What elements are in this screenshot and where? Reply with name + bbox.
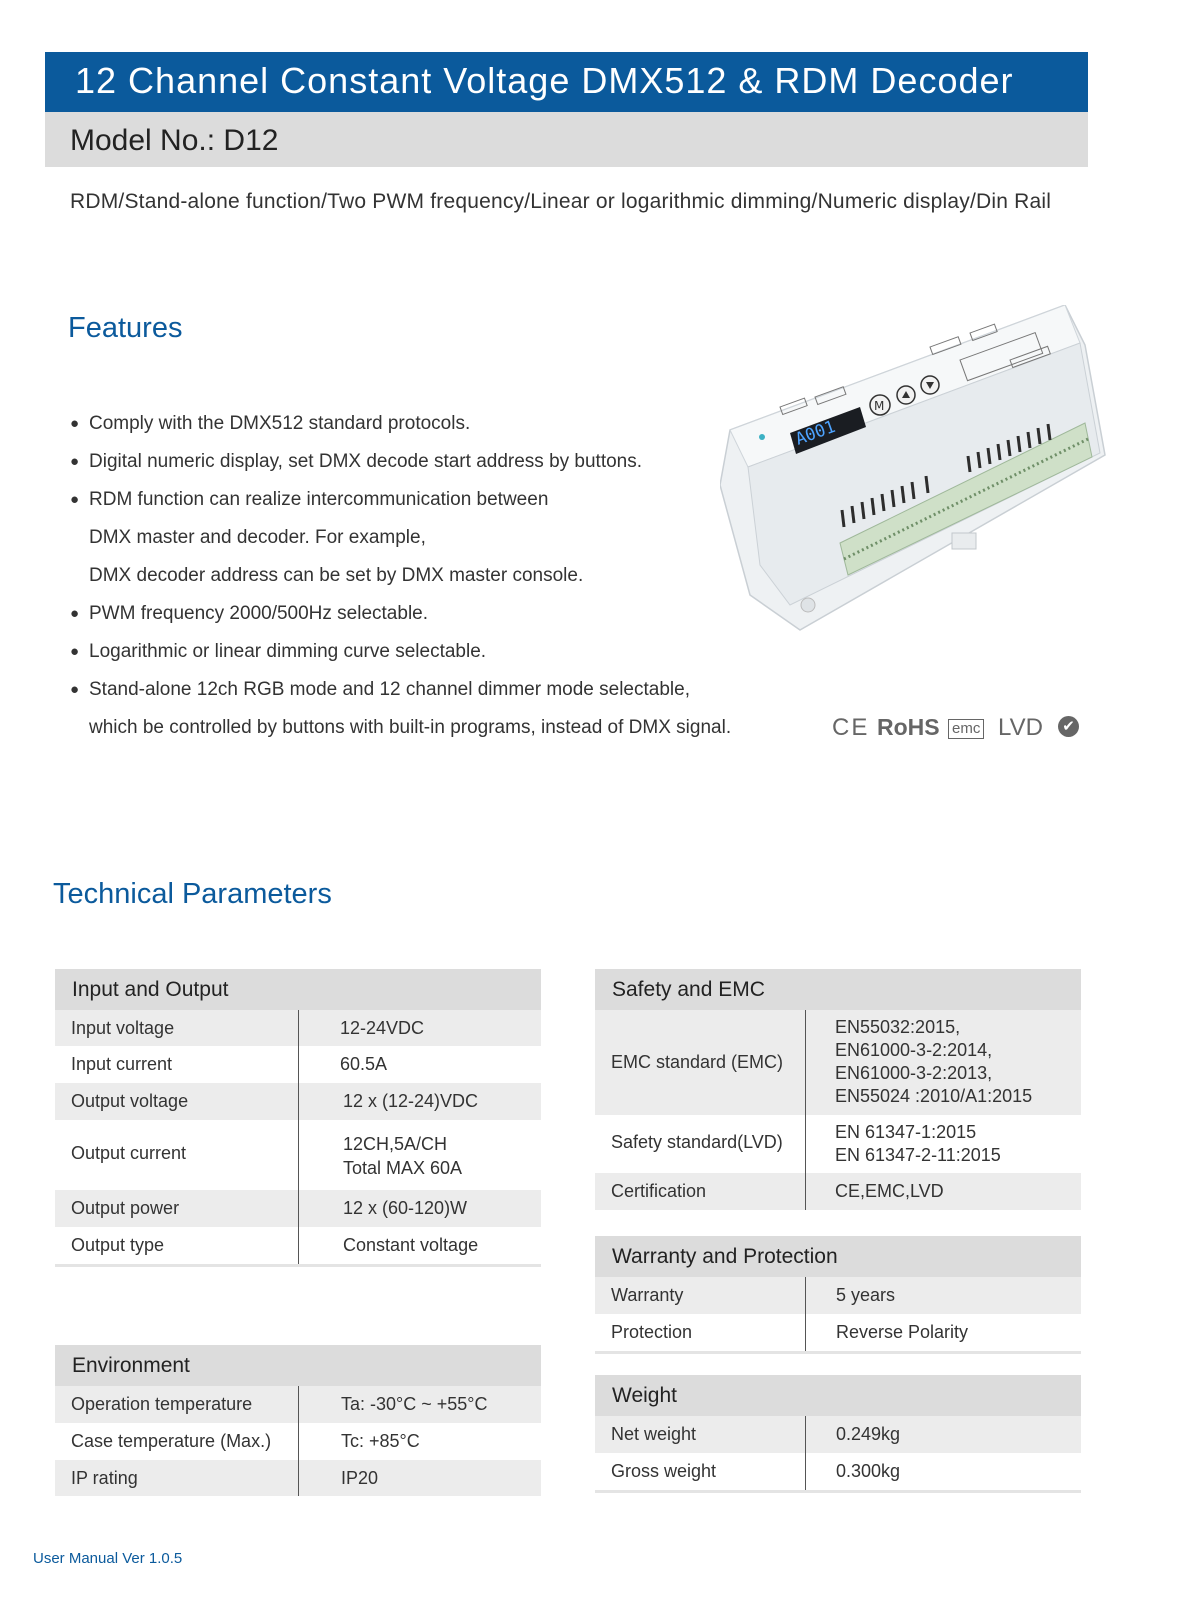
table-row: Output type Constant voltage (55, 1227, 541, 1264)
table-row: Input voltage 12-24VDC (55, 1010, 541, 1046)
feature-summary: RDM/Stand-alone function/Two PWM frequency/Linear or logarithmic dimming/Numeric display/Din Rail (70, 190, 1052, 213)
bullet-icon: ● (70, 681, 80, 698)
title-banner (45, 52, 1088, 112)
model-number: Model No.: D12 (70, 124, 279, 157)
check-mark-icon: ✔ (1058, 716, 1079, 737)
table-row: EMC standard (EMC) EN55032:2015, EN61000-3-2:2014, EN61000-3-2:2013, EN55024 :2010/A1:2015 (595, 1010, 1081, 1115)
ce-mark: CE (832, 714, 870, 741)
manual-version: User Manual Ver 1.0.5 (33, 1550, 183, 1567)
feature-item: ● PWM frequency 2000/500Hz selectable. (70, 595, 740, 633)
lvd-mark: LVD (998, 714, 1043, 741)
decoder-device-image (720, 305, 1135, 640)
table-row: Warranty 5 years (595, 1277, 1081, 1314)
table-header: Safety and EMC (595, 969, 1081, 1010)
table-row: Gross weight 0.300kg (595, 1453, 1081, 1490)
table-row: Output voltage 12 x (12-24)VDC (55, 1083, 541, 1120)
features-heading: Features (68, 312, 183, 344)
device-m-button-label: M (874, 399, 885, 413)
table-row: Operation temperature Ta: -30°C ~ +55°C (55, 1386, 541, 1423)
table-row: Output current 12CH,5A/CH Total MAX 60A (55, 1120, 541, 1190)
table-row: Case temperature (Max.) Tc: +85°C (55, 1423, 541, 1460)
page-title: 12 Channel Constant Voltage DMX512 & RDM Decoder (75, 60, 1014, 101)
model-banner (45, 112, 1088, 167)
table-row: Certification CE,EMC,LVD (595, 1173, 1081, 1210)
feature-item: ● Stand-alone 12ch RGB mode and 12 channel dimmer mode selectable, which be controlled by buttons with built-in programs, instead of DMX signal. (70, 671, 740, 747)
feature-item: ● Digital numeric display, set DMX decode start address by buttons. (70, 443, 740, 481)
table-rule (55, 1264, 541, 1267)
table-row: IP rating IP20 (55, 1460, 541, 1496)
feature-item: ● RDM function can realize intercommunication between DMX master and decoder. For example, DMX decoder address can be set by DMX master console. (70, 481, 740, 595)
table-row: Output power 12 x (60-120)W (55, 1190, 541, 1227)
table-row: Input current 60.5A (55, 1046, 541, 1083)
emc-mark: emc (948, 719, 984, 739)
bullet-icon: ● (70, 605, 80, 622)
table-row: Safety standard(LVD) EN 61347-1:2015 EN 61347-2-11:2015 (595, 1115, 1081, 1173)
table-header: Weight (595, 1375, 1081, 1416)
certification-marks (832, 714, 1100, 768)
table-header: Warranty and Protection (595, 1236, 1081, 1277)
bullet-icon: ● (70, 643, 80, 660)
bullet-icon: ● (70, 415, 80, 432)
rohs-mark: RoHS (877, 714, 940, 740)
bullet-icon: ● (70, 491, 80, 508)
table-row: Protection Reverse Polarity (595, 1314, 1081, 1351)
bullet-icon: ● (70, 453, 80, 470)
table-rule (595, 1490, 1081, 1493)
table-header: Input and Output (55, 969, 541, 1010)
device-display-text: A001 (792, 416, 839, 450)
table-rule (595, 1351, 1081, 1354)
table-header: Environment (55, 1345, 541, 1386)
technical-parameters-heading: Technical Parameters (53, 878, 332, 910)
feature-item: ● Logarithmic or linear dimming curve selectable. (70, 633, 740, 671)
table-row: Net weight 0.249kg (595, 1416, 1081, 1453)
features-list (70, 405, 740, 747)
feature-item: ● Comply with the DMX512 standard protocols. (70, 405, 740, 443)
